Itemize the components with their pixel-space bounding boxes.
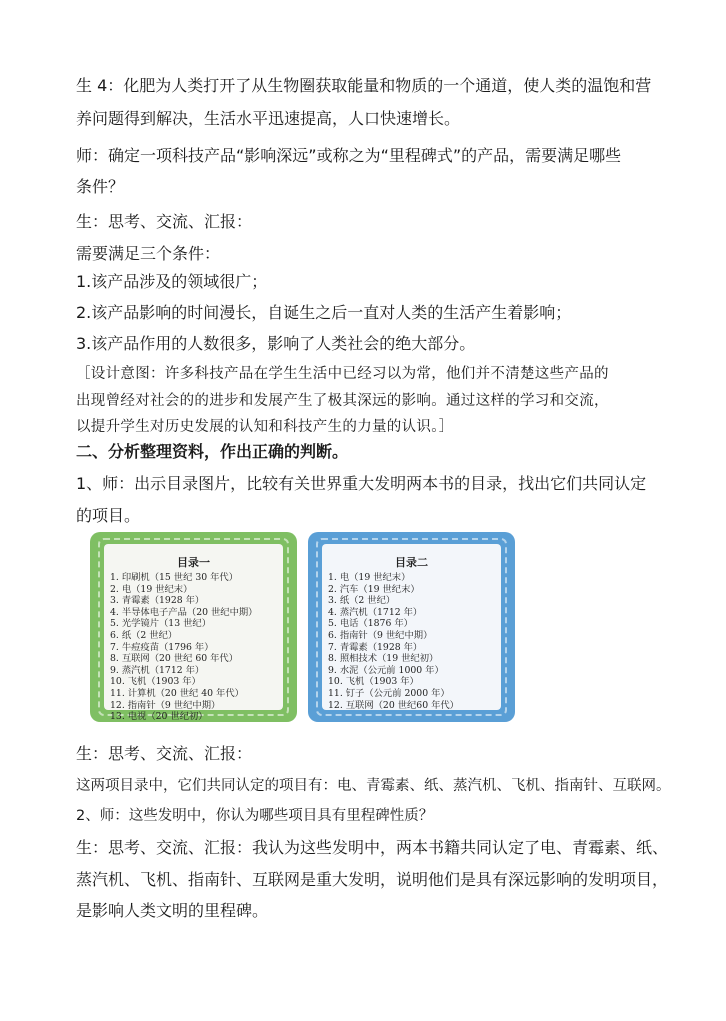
catalog-1-item: 3. 青霉素（1928 年） <box>110 595 205 607</box>
catalog-2-item: 12. 互联网（20 世纪60 年代） <box>328 699 459 711</box>
catalog-1-item: 10. 飞机（1903 年） <box>110 676 201 688</box>
catalog-2-title: 目录二 <box>395 556 428 569</box>
catalog-2-item: 9. 水泥（公元前 1000 年） <box>328 664 444 676</box>
question2: 2、师：这些发明中，你认为哪些项目具有里程碑性质？ <box>76 808 434 824</box>
catalog-1-item: 13. 电视（20 世纪初） <box>110 711 208 722</box>
paragraph-student4-line1: 生 4：化肥为人类打开了从生物圈获取能量和物质的一个通道，使人类的温饱和营 <box>76 76 652 95</box>
catalog-1-item: 4. 半导体电子产品（20 世纪中期） <box>110 606 258 618</box>
catalog-2-item: 8. 照相技术（19 世纪初） <box>328 653 439 665</box>
catalog-1-title: 目录一 <box>177 556 210 569</box>
catalog-2-item: 1. 电（19 世纪末） <box>328 572 411 583</box>
catalog-2-list <box>328 572 459 711</box>
paragraph-teacher-question-line2: 条件？ <box>76 177 125 196</box>
catalog-1-item: 7. 牛痘疫苗（1796 年） <box>110 641 214 653</box>
design-intent-line1: ［设计意图：许多科技产品在学生生活中已经习以为常，他们并不清楚这些产品的 <box>76 366 609 382</box>
answer2-line2: 蒸汽机、飞机、指南针、互联网是重大发明，说明他们是具有深远影响的发明项目， <box>76 870 669 889</box>
paragraph-teacher-question-line1: 师：确定一项科技产品“影响深远”或称之为“里程碑式”的产品，需要满足哪些 <box>76 146 622 165</box>
catalog-images <box>90 532 520 728</box>
catalog-1-item: 8. 互联网（20 世纪 60 年代） <box>110 653 239 665</box>
catalog-2-item: 3. 纸（2 世纪） <box>328 595 396 607</box>
catalog-1-item: 11. 计算机（20 世纪 40 年代） <box>110 687 244 699</box>
catalog-2-item: 10. 飞机（1903 年） <box>328 676 419 688</box>
design-intent-line2: 出现曾经对社会的的进步和发展产生了极其深远的影响。通过这样的学习和交流， <box>76 393 609 409</box>
paragraph-student4-line2: 养问题得到解决，生活水平迅速提高，人口快速增长。 <box>76 109 461 128</box>
question1-line2: 的项目。 <box>76 506 141 525</box>
catalog-card-1 <box>90 532 297 722</box>
catalog-1-list <box>110 572 257 722</box>
catalog-1-item: 12. 指南针（9 世纪中期） <box>110 699 221 711</box>
catalog-1-item: 5. 光学镜片（13 世纪） <box>110 618 211 630</box>
catalog-1-item: 6. 纸（2 世纪） <box>110 629 178 641</box>
answer1-report: 生：思考、交流、汇报： <box>76 744 253 763</box>
answer1-detail: 这两项目录中，它们共同认定的项目有：电、青霉素、纸、蒸汽机、飞机、指南针、互联网。 <box>76 778 671 794</box>
catalog-2-item: 11. 钉子（公元前 2000 年） <box>328 687 450 699</box>
catalog-1-item: 1. 印刷机（15 世纪 30 年代） <box>110 572 239 583</box>
catalog-1-item: 2. 电（19 世纪末） <box>110 583 193 595</box>
condition-item-3: 3.该产品作用的人数很多，影响了人类社会的绝大部分。 <box>76 334 476 353</box>
condition-item-2: 2.该产品影响的时间漫长，自诞生之后一直对人类的生活产生着影响； <box>76 303 572 322</box>
answer2-line3: 是影响人类文明的里程碑。 <box>76 901 269 920</box>
design-intent-line3: 以提升学生对历史发展的认知和科技产生的力量的认识。］ <box>76 419 454 435</box>
catalog-2-item: 2. 汽车（19 世纪末） <box>328 583 420 595</box>
catalog-2-item: 4. 蒸汽机（1712 年） <box>328 606 423 618</box>
question1-line1: 1、师：出示目录图片，比较有关世界重大发明两本书的目录，找出它们共同认定 <box>76 474 647 493</box>
condition-item-1: 1.该产品涉及的领域很广； <box>76 272 268 291</box>
catalog-2-item: 7. 青霉素（1928 年） <box>328 641 423 653</box>
paragraph-conditions-intro: 需要满足三个条件： <box>76 244 221 263</box>
section-heading-2: 二、分析整理资料，作出正确的判断。 <box>76 442 349 461</box>
paragraph-student-report: 生：思考、交流、汇报： <box>76 212 253 231</box>
catalog-2-item: 5. 电话（1876 年） <box>328 618 413 630</box>
catalog-1-item: 9. 蒸汽机（1712 年） <box>110 664 205 676</box>
catalog-2-item: 6. 指南针（9 世纪中期） <box>328 629 433 641</box>
answer2-line1: 生：思考、交流、汇报：我认为这些发明中，两本书籍共同认定了电、青霉素、纸、 <box>76 838 669 857</box>
catalog-card-2 <box>308 532 515 722</box>
